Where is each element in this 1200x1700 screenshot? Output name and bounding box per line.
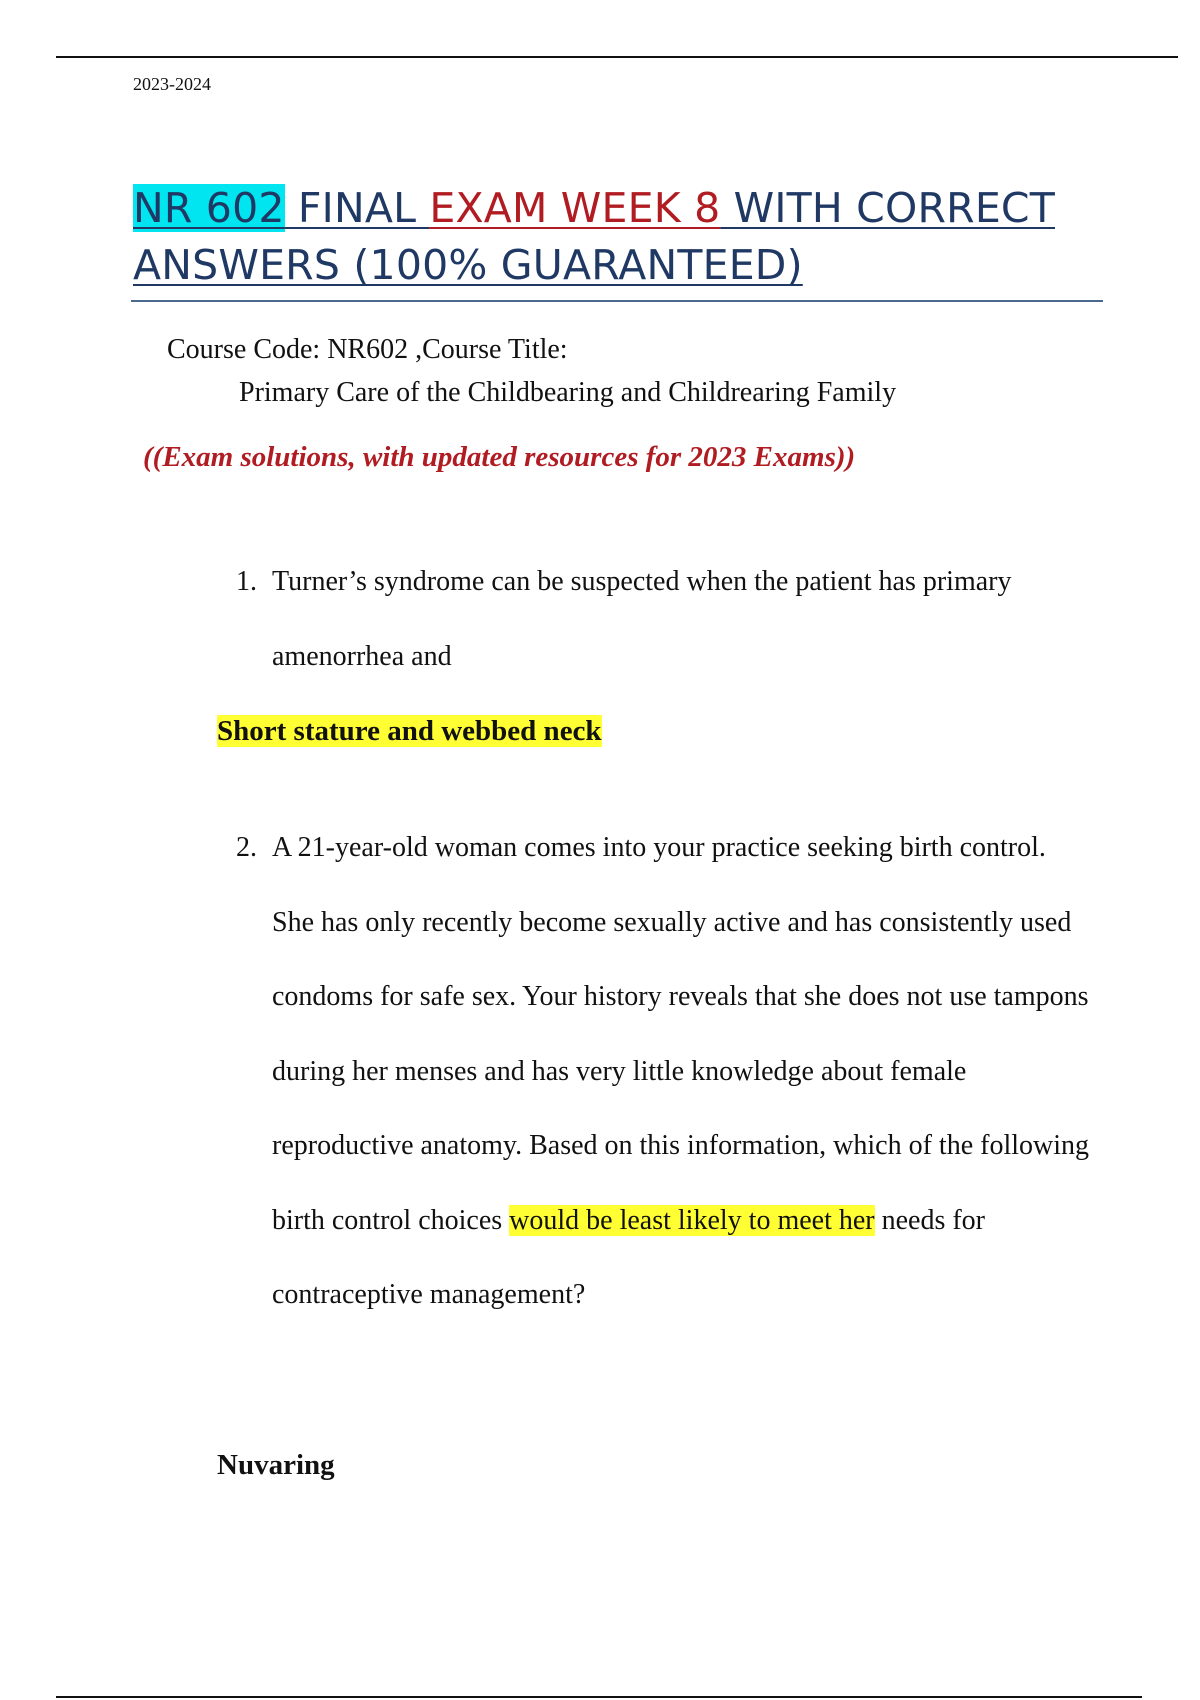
course-title-line: Primary Care of the Childbearing and Childrearing Family (239, 377, 897, 408)
question-2-answer: Nuvaring (217, 1449, 335, 1481)
question-2-text-end: needs for contraceptive management? (272, 1204, 986, 1310)
footer-rule (56, 1696, 1142, 1698)
course-code-line: Course Code: NR602 ,Course Title: (167, 334, 568, 365)
question-1-answer (217, 712, 602, 750)
title-exam-week: EXAM WEEK 8 (429, 184, 721, 232)
title-divider (131, 300, 1103, 302)
question-2-text-highlight: would be least likely to meet her (509, 1204, 875, 1236)
title-final: FINAL (284, 184, 430, 232)
question-1-answer-highlight: Short stature and webbed neck (217, 715, 602, 747)
question-2-text (272, 811, 1092, 1333)
header-rule (56, 56, 1178, 58)
document-year: 2023-2024 (133, 74, 211, 94)
question-2-text-start: A 21-year-old woman comes into your practice seeking birth control. She has only recently become sexually active and has consistently used condoms for safe sex. Your history reveals that she does not use tampons during her menses and has very little knowledge about female reproductive anatomy. Based on this information, which of the following birth control choices (272, 832, 1090, 1236)
question-2-number: 2. (236, 832, 257, 863)
document-title (133, 180, 1113, 294)
title-rest: WITH CORRECT ANSWERS (100% GUARANTEED) (133, 184, 1055, 289)
exam-subtitle: ((Exam solutions, with updated resources for 2023 Exams)) (143, 441, 856, 473)
title-course-code: NR 602 (133, 184, 285, 232)
question-1-text: Turner’s syndrome can be suspected when the patient has primary amenorrhea and (272, 566, 1012, 672)
question-1-number: 1. (236, 566, 257, 597)
